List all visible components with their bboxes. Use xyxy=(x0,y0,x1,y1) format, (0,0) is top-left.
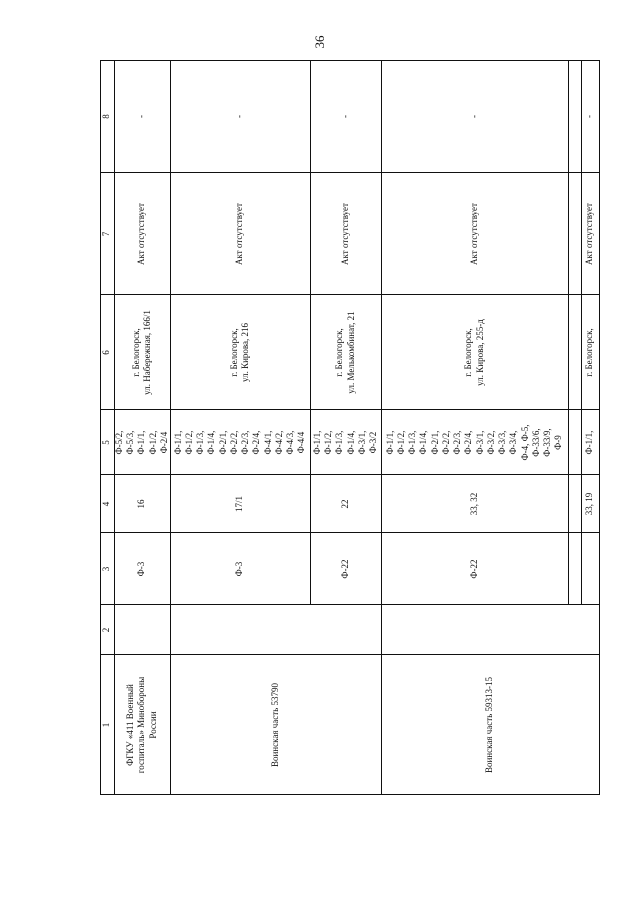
column-number: 4 xyxy=(101,501,112,507)
column-number: 7 xyxy=(101,231,112,237)
act-status-cell: Акт отсутствует xyxy=(339,203,350,265)
organization-cell: Воинская часть 53790 xyxy=(269,682,280,768)
note-cell: - xyxy=(234,115,245,118)
column-number: 8 xyxy=(101,114,112,119)
premises-cell: Ф-5/2, Ф-5/3, Ф-1/1, Ф-1/2, Ф-2/4 xyxy=(114,430,169,455)
object-code-cell: Ф-3 xyxy=(136,561,147,577)
building-number-cell: 16 xyxy=(136,499,147,509)
row-separator xyxy=(568,60,569,605)
premises-cell: Ф-1/1, xyxy=(584,430,595,455)
column-number: 2 xyxy=(101,627,112,633)
address-cell: г. Белогорск, ул. Мелькомбинат, 21 xyxy=(334,311,356,394)
note-cell: - xyxy=(136,115,147,118)
building-number-cell: 22 xyxy=(339,499,350,509)
building-number-cell: 33, 32 xyxy=(468,492,479,516)
table-border-bottom xyxy=(599,60,600,795)
column-number: 5 xyxy=(101,440,112,445)
column-number: 6 xyxy=(101,350,112,355)
act-status-cell: Акт отсутствует xyxy=(234,203,245,265)
premises-cell: Ф-1/1, Ф-1/2, Ф-1/3, Ф-1/4, Ф-2/1, Ф-2/2, Ф-2/3, Ф-2/4, Ф-4/1, Ф-4/2, Ф-4/3, Ф-4/4 xyxy=(172,430,307,455)
note-cell: - xyxy=(468,115,479,118)
premises-cell: Ф-1/1, Ф-1/2, Ф-1/3, Ф-1/4, Ф-2/1, Ф-2/2, Ф-2/3, Ф-2/4, Ф-3/1, Ф-3/2, Ф-3/3, Ф-3/4, Ф-4, Ф-5, Ф-33/6, Ф-33/9, Ф-9 xyxy=(384,424,564,461)
page-number: 36 xyxy=(312,35,327,49)
premises-cell: Ф-1/1, Ф-1/2, Ф-1/3, Ф-1/4, Ф-3/1, Ф-3/2 xyxy=(311,430,378,455)
organization-cell: Воинская часть 59313-15 xyxy=(484,676,495,774)
note-cell: - xyxy=(339,115,350,118)
column-number: 1 xyxy=(101,722,112,728)
organization-cell: ФГКУ «411 Военный госпиталь» Минобороны России xyxy=(125,676,158,774)
building-number-cell: 17/1 xyxy=(234,496,245,513)
note-cell: - xyxy=(584,115,595,118)
data-table xyxy=(100,60,600,795)
act-status-cell: Акт отсутствует xyxy=(136,203,147,265)
address-cell: г. Белогорск, xyxy=(584,328,595,377)
object-code-cell: Ф-22 xyxy=(468,559,479,579)
object-code-cell: Ф-3 xyxy=(234,561,245,577)
object-code-cell: Ф-22 xyxy=(339,559,350,579)
building-number-cell: 33, 19 xyxy=(584,492,595,516)
act-status-cell: Акт отсутствует xyxy=(584,203,595,265)
act-status-cell: Акт отсутствует xyxy=(468,203,479,265)
address-cell: г. Белогорск, ул. Набережная, 166/1 xyxy=(130,310,152,395)
address-cell: г. Белогорск, ул. Кирова, 255-д xyxy=(463,319,485,386)
column-number: 3 xyxy=(101,566,112,572)
address-cell: г. Белогорск, ул. Кирова, 216 xyxy=(228,322,250,383)
